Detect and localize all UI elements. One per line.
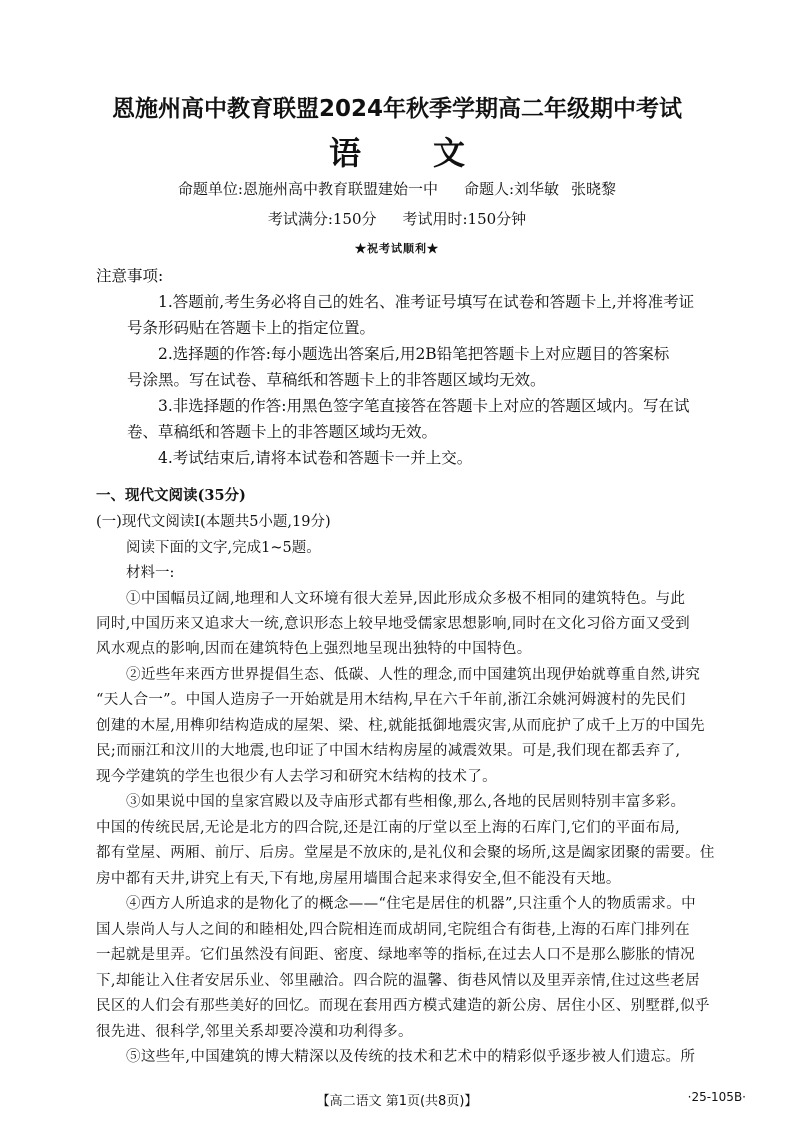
passage-line: ②近些年来西方世界提倡生态、低碳、人性的理念,而中国建筑出现伊始就尊重自然,讲究 (126, 667, 701, 683)
subject-title (0, 128, 794, 174)
passage-line: “天人合一”。中国人造房子一开始就是用木结构,早在六千年前,浙江余姚河姆渡村的先民们 (96, 692, 686, 708)
notes-line: 号涂黑。写在试卷、草稿纸和答题卡上的非答题区域均无效。 (127, 371, 546, 389)
author-2: 张晓黎 (571, 180, 617, 198)
exam-title: 恩施州高中教育联盟2024年秋季学期高二年级期中考试 (111, 96, 682, 122)
exam-code: ·25-105B· (687, 1090, 746, 1104)
passage-line: 国人崇尚人与人之间的和睦相处,四合院相连而成胡同,宅院组合有街巷,上海的石库门排列在 (96, 922, 691, 938)
page-info: 【高二语文 第1页(共8页)】 (316, 1094, 478, 1109)
passage-line: 房中都有天井,讲究上有天,下有地,房屋用墙围合起来求得安全,但不能没有天地。 (96, 871, 621, 887)
passage-line: 同时,中国历来又追求大一统,意识形态上较早地受儒家思想影响,同时在文化习俗方面又受到 (96, 616, 691, 632)
passage-line: 很先进、很科学,邻里关系却要冷漠和功利得多。 (96, 1024, 413, 1040)
passage-line: 民区的人们会有那些美好的回忆。而现在套用西方模式建造的新公房、居住小区、别墅群,似乎 (96, 998, 710, 1014)
subject-char-2: 文 (433, 134, 466, 172)
time-label: 考试用时:150分钟 (402, 210, 527, 228)
passage-line: 创建的木屋,用榫卯结构造成的屋架、梁、柱,就能抵御地震灾害,从而庇护了成千上万的中国先 (96, 718, 705, 734)
passage-line: ⑤这些年,中国建筑的博大精深以及传统的技术和艺术中的精彩似乎逐步被人们遗忘。所 (126, 1049, 696, 1065)
author-label: 命题人:刘华敏 (463, 180, 560, 198)
passage-line: 都有堂屋、两厢、前厅、后房。堂屋是不放床的,是礼仪和会聚的场所,这是阖家团聚的需要。住 (96, 845, 715, 861)
passage-line: ①中国幅员辽阔,地理和人文环境有很大差异,因此形成众多极不相同的建筑特色。与此 (126, 591, 686, 607)
passage-line: 风水观点的影响,因而在建筑特色上强烈地呈现出独特的中国特色。 (96, 641, 532, 657)
sub-section-heading: (一)现代文阅读Ⅰ(本题共5小题,19分) (96, 514, 331, 530)
notes-line: 卷、草稿纸和答题卡上的非答题区域均无效。 (127, 423, 438, 441)
passage-line: 现今学建筑的学生也很少有人去学习和研究木结构的技术了。 (96, 769, 497, 785)
author-info (0, 178, 794, 199)
passage-line: ③如果说中国的皇家宫殿以及寺庙形式都有些相像,那么,各地的民居则特别丰富多彩。 (126, 794, 686, 810)
passage-line: 一起就是里弄。它们虽然没有间距、密度、绿地率等的指标,在过去人口不是那么膨胀的情况 (96, 947, 695, 963)
exam-info (0, 208, 794, 229)
notes-line: 2.选择题的作答:每小题选出答案后,用2B铅笔把答题卡上对应题目的答案标 (158, 345, 670, 363)
good-luck-banner: ★祝考试顺利★ (355, 242, 439, 255)
notes-line: 号条形码贴在答题卡上的指定位置。 (127, 319, 376, 337)
score-label: 考试满分:150分 (267, 210, 377, 228)
passage-line: 下,却能让入住者安居乐业、邻里融洽。四合院的温馨、街巷风情以及里弄亲情,住过这些老居 (96, 973, 700, 989)
notes-heading: 注意事项: (96, 267, 164, 285)
subject-char-1: 语 (328, 134, 361, 172)
section-heading: 一、现代文阅读(35分) (96, 487, 246, 504)
notes-line: 4.考试结束后,请将本试卷和答题卡一并上交。 (158, 449, 473, 467)
material-label: 材料一: (126, 565, 175, 581)
passage-line: 中国的传统民居,无论是北方的四合院,还是江南的厅堂以至上海的石库门,它们的平面布局, (96, 820, 681, 836)
instruction: 阅读下面的文字,完成1~5题。 (126, 540, 321, 556)
passage-line: ④西方人所追求的是物化了的概念——“住宅是居住的机器”,只注重个人的物质需求。中 (126, 896, 696, 912)
unit-label: 命题单位:恩施州高中教育联盟建始一中 (177, 180, 438, 198)
notes-line: 3.非选择题的作答:用黑色签字笔直接答在答题卡上对应的答题区域内。写在试 (158, 397, 690, 415)
passage-line: 民;而丽江和汶川的大地震,也印证了中国木结构房屋的减震效果。可是,我们现在都丢弃了, (96, 743, 681, 759)
notes-line: 1.答题前,考生务必将自己的姓名、准考证号填写在试卷和答题卡上,并将准考证 (158, 293, 695, 311)
